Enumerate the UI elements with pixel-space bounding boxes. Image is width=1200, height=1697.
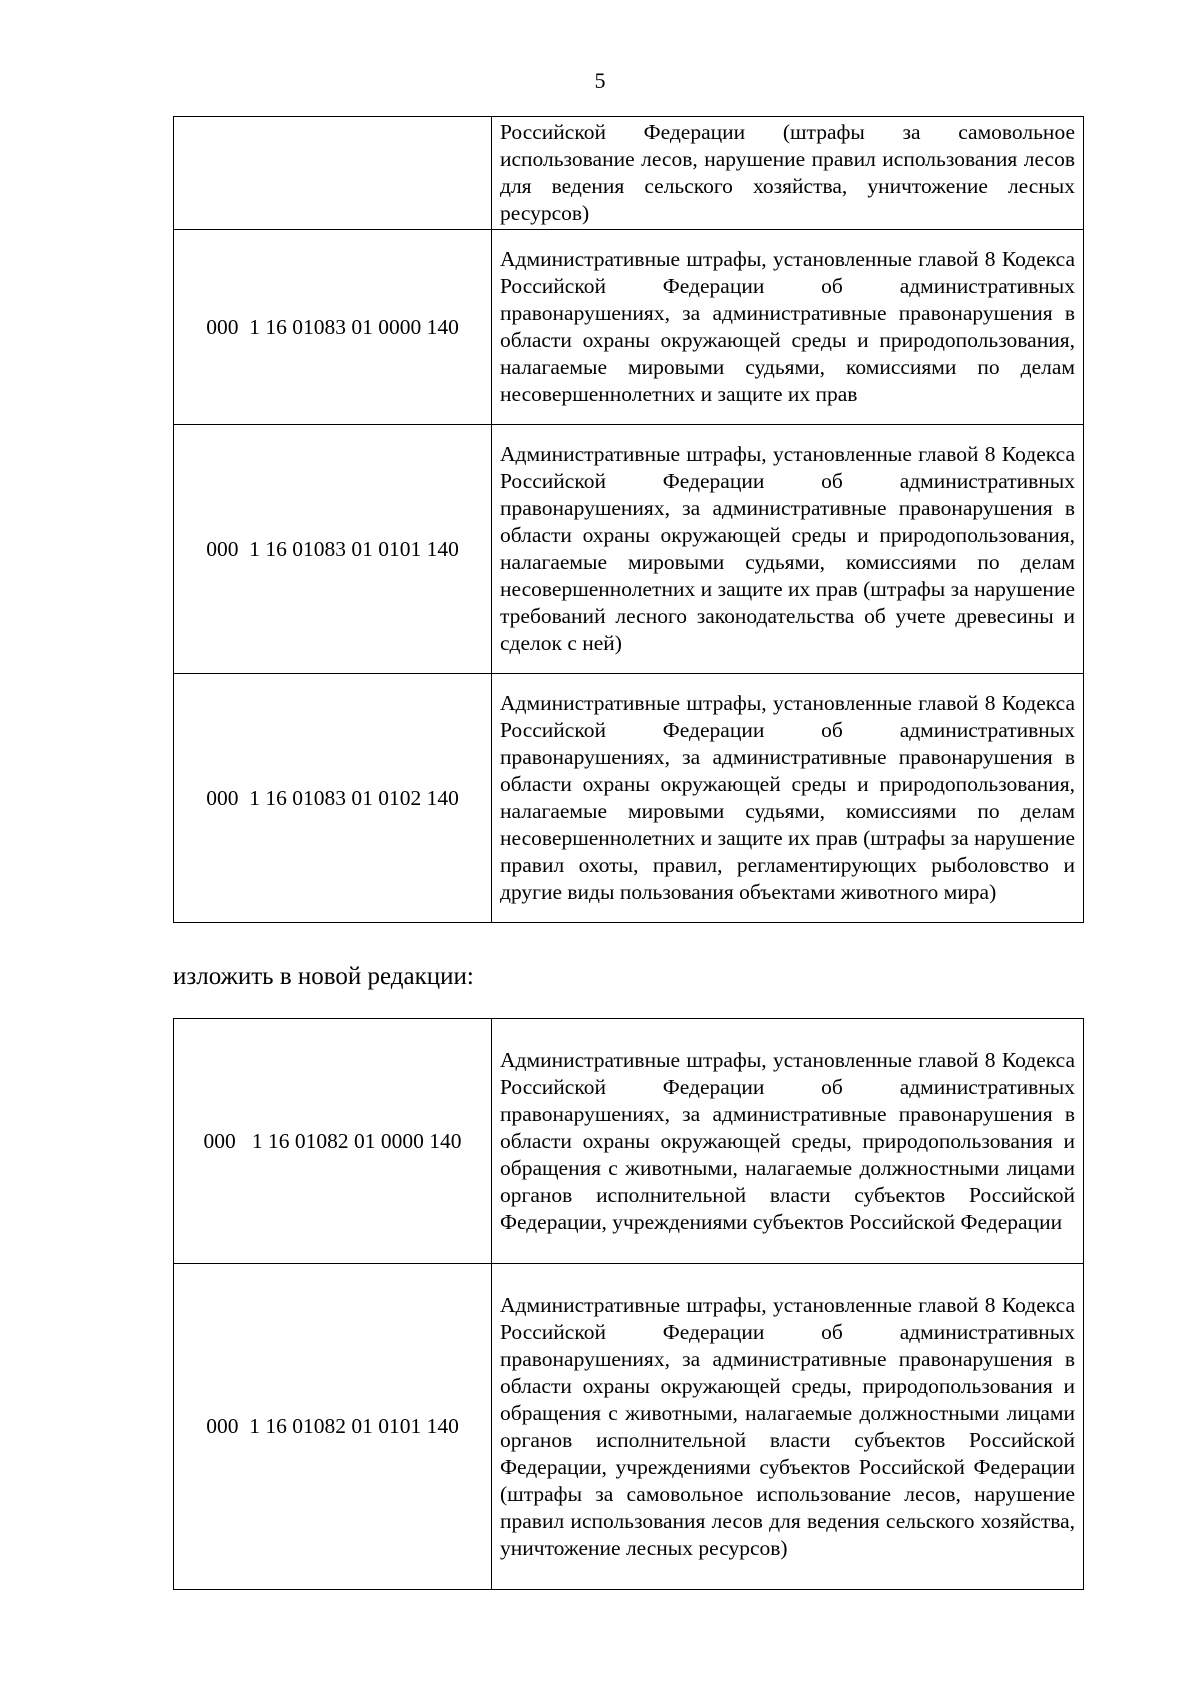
code-cell: 000 1 16 01083 01 0101 140 — [174, 425, 492, 674]
description-cell: Административные штрафы, установленные главой 8 Кодекса Российской Федерации об административных правонарушениях, за административные правонарушения в области охраны окружающей среды и природопользования, налагаемые мировыми судьями, комиссиями по делам несовершеннолетних и защите их прав (штрафы за нарушение правил охоты, правил, регламентирующих рыболовство и другие виды пользования объектами животного мира) — [492, 674, 1084, 923]
table-row — [174, 117, 1084, 230]
code-cell: 000 1 16 01082 01 0101 140 — [174, 1264, 492, 1590]
table-row — [174, 674, 1084, 923]
description-cell: Российской Федерации (штрафы за самовольное использование лесов, нарушение правил использования лесов для ведения сельского хозяйства, уничтожение лесных ресурсов) — [492, 117, 1084, 230]
section-instruction: изложить в новой редакции: — [173, 963, 474, 990]
code-cell — [174, 117, 492, 230]
code-cell: 000 1 16 01083 01 0102 140 — [174, 674, 492, 923]
table-after — [173, 1018, 1084, 1590]
description-cell: Административные штрафы, установленные главой 8 Кодекса Российской Федерации об административных правонарушениях, за административные правонарушения в области охраны окружающей среды, природопользования и обращения с животными, налагаемые должностными лицами органов исполнительной власти субъектов Российской Федерации, учреждениями субъектов Российской Федерации — [492, 1019, 1084, 1264]
code-cell: 000 1 16 01082 01 0000 140 — [174, 1019, 492, 1264]
table-row — [174, 1264, 1084, 1590]
page-number: 5 — [594, 68, 606, 93]
table-row — [174, 425, 1084, 674]
table-before — [173, 116, 1084, 923]
description-cell: Административные штрафы, установленные главой 8 Кодекса Российской Федерации об административных правонарушениях, за административные правонарушения в области охраны окружающей среды, природопользования и обращения с животными, налагаемые должностными лицами органов исполнительной власти субъектов Российской Федерации, учреждениями субъектов Российской Федерации (штрафы за самовольное использование лесов, нарушение правил использования лесов для ведения сельского хозяйства, уничтожение лесных ресурсов) — [492, 1264, 1084, 1590]
code-cell: 000 1 16 01083 01 0000 140 — [174, 230, 492, 425]
description-cell: Административные штрафы, установленные главой 8 Кодекса Российской Федерации об административных правонарушениях, за административные правонарушения в области охраны окружающей среды и природопользования, налагаемые мировыми судьями, комиссиями по делам несовершеннолетних и защите их прав (штрафы за нарушение требований лесного законодательства об учете древесины и сделок с ней) — [492, 425, 1084, 674]
description-cell: Административные штрафы, установленные главой 8 Кодекса Российской Федерации об административных правонарушениях, за административные правонарушения в области охраны окружающей среды и природопользования, налагаемые мировыми судьями, комиссиями по делам несовершеннолетних и защите их прав — [492, 230, 1084, 425]
table-row — [174, 1019, 1084, 1264]
table-row — [174, 230, 1084, 425]
